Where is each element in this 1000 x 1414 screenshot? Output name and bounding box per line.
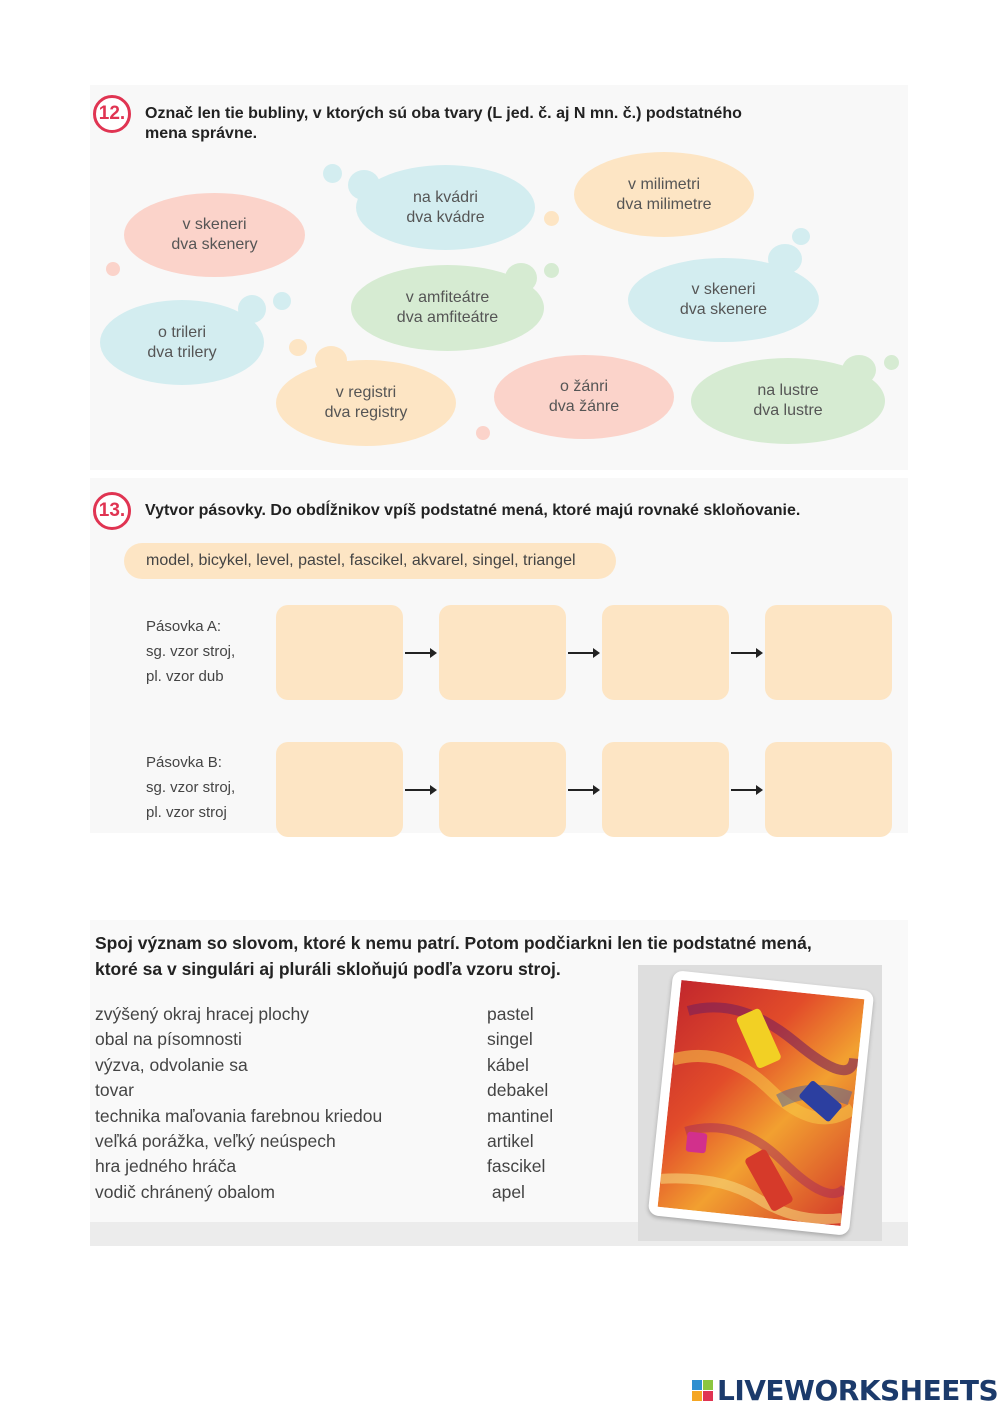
bubble-line: dva registry: [324, 404, 408, 421]
row-b-answer-box-1[interactable]: [276, 742, 403, 837]
row-a-answer-box-2[interactable]: [439, 605, 566, 700]
bubble-line: dva amfiteátre: [396, 309, 499, 326]
bubble-dot: [106, 262, 120, 276]
task-13-instruction: Vytvor pásovky. Do obdĺžnikov vpíš podstatné mená, ktoré majú rovnaké skloňovanie.: [145, 502, 801, 519]
bubble-dot: [544, 263, 559, 278]
bubble-dot: [884, 355, 899, 370]
bubble-line: v registri: [335, 384, 397, 401]
arrow-icon: [405, 789, 435, 791]
meaning-item[interactable]: veľká porážka, veľký neúspech: [95, 1130, 336, 1151]
liveworksheets-brand: LIVEWORKSHEETS: [717, 1374, 999, 1407]
bubble-line: dva žánre: [548, 398, 620, 415]
bubble-option-6[interactable]: [100, 300, 264, 385]
bubble-dot: [476, 426, 490, 440]
row-b-label: [146, 750, 235, 825]
row-b-answer-box-4[interactable]: [765, 742, 892, 837]
task-12-instruction-line1: Označ len tie bubliny, v ktorých sú oba tvary (L jed. č. aj N mn. č.) podstatného: [145, 105, 742, 122]
bubble-option-5[interactable]: [628, 258, 819, 342]
meaning-item[interactable]: hra jedného hráča: [95, 1156, 237, 1177]
word-item[interactable]: apel: [487, 1181, 525, 1202]
bubble-option-7[interactable]: [276, 360, 456, 446]
word-bank: model, bicykel, level, pastel, fascikel, akvarel, singel, triangel: [124, 543, 616, 579]
bubble-dot: [273, 292, 291, 310]
bubble-line: dva lustre: [753, 402, 823, 419]
arrow-icon: [568, 789, 598, 791]
word-item[interactable]: debakel: [487, 1080, 549, 1101]
meaning-item[interactable]: technika maľovania farebnou kriedou: [95, 1105, 383, 1126]
meaning-item[interactable]: výzva, odvolanie sa: [95, 1054, 248, 1075]
bubble-line: dva trilery: [147, 343, 217, 361]
bubble-line: na kvádri: [413, 188, 478, 206]
bubble-line: dva kvádre: [406, 208, 485, 226]
words-list: [487, 1002, 553, 1205]
bubble-dot: [323, 164, 342, 183]
bubble-option-4[interactable]: [351, 265, 544, 351]
row-a-label: [146, 614, 235, 689]
pastel-crayons-photo: [648, 970, 875, 1236]
bubble-line: o žánri: [559, 378, 609, 395]
task-12-instruction-line2: mena správne.: [145, 125, 258, 142]
bubble-option-8[interactable]: [494, 355, 674, 439]
row-a-pl: pl. vzor dub: [146, 668, 224, 685]
row-a-title: Pásovka A:: [146, 618, 222, 635]
arrow-icon: [405, 652, 435, 654]
arrow-icon: [731, 652, 761, 654]
pastel-art-image: [658, 980, 865, 1226]
meanings-list: [95, 1002, 382, 1205]
bubble-dot: [792, 228, 810, 245]
bubble-line: o trileri: [157, 323, 206, 341]
bubble-option-1[interactable]: [124, 193, 305, 277]
task-12-number: 12.: [93, 95, 131, 133]
liveworksheets-logo: [692, 1374, 998, 1407]
row-b-sg: sg. vzor stroj,: [146, 779, 236, 796]
row-b-answer-box-3[interactable]: [602, 742, 729, 837]
word-item[interactable]: pastel: [487, 1004, 534, 1024]
meaning-item[interactable]: vodič chránený obalom: [95, 1181, 275, 1202]
arrow-icon: [731, 789, 761, 791]
task-12-instruction: [145, 104, 742, 144]
row-b-title: Pásovka B:: [146, 754, 222, 771]
meaning-item[interactable]: zvýšený okraj hracej plochy: [95, 1004, 309, 1024]
bubble-line: na lustre: [757, 382, 819, 399]
bubble-line: v skeneri: [182, 216, 247, 233]
task-13-number: 13.: [93, 492, 131, 530]
liveworksheets-logo-icon: [692, 1380, 713, 1401]
word-item[interactable]: singel: [487, 1029, 533, 1050]
row-a-answer-box-3[interactable]: [602, 605, 729, 700]
meaning-item[interactable]: obal na písomnosti: [95, 1029, 242, 1050]
arrow-icon: [568, 652, 598, 654]
task-14-instruction-line1: Spoj význam so slovom, ktoré k nemu patrí. Potom podčiarkni len tie podstatné mená,: [95, 933, 812, 953]
bubble-line: v milimetri: [628, 175, 700, 193]
bubble-line: dva skenere: [679, 301, 768, 318]
row-a-answer-box-4[interactable]: [765, 605, 892, 700]
bubble-dot: [544, 211, 559, 226]
word-item[interactable]: fascikel: [487, 1156, 546, 1177]
word-item[interactable]: artikel: [487, 1130, 534, 1151]
task-14-instruction-line2: ktoré sa v singulári aj pluráli skloňujú podľa vzoru stroj.: [95, 959, 561, 979]
row-a-answer-box-1[interactable]: [276, 605, 403, 700]
row-a-sg: sg. vzor stroj,: [146, 643, 236, 660]
row-b-answer-box-2[interactable]: [439, 742, 566, 837]
bubble-dot: [289, 339, 307, 356]
meaning-item[interactable]: tovar: [95, 1080, 134, 1101]
bubble-line: v amfiteátre: [405, 289, 490, 306]
bubble-line: dva skenery: [171, 236, 258, 253]
bubble-line: v skeneri: [691, 281, 756, 298]
word-item[interactable]: kábel: [487, 1054, 529, 1075]
bubble-line: dva milimetre: [616, 195, 712, 213]
bubble-option-2[interactable]: [356, 165, 535, 250]
row-b-pl: pl. vzor stroj: [146, 804, 227, 821]
bubble-option-9[interactable]: [691, 358, 885, 444]
word-item[interactable]: mantinel: [487, 1105, 554, 1126]
bubble-option-3[interactable]: [574, 152, 754, 237]
